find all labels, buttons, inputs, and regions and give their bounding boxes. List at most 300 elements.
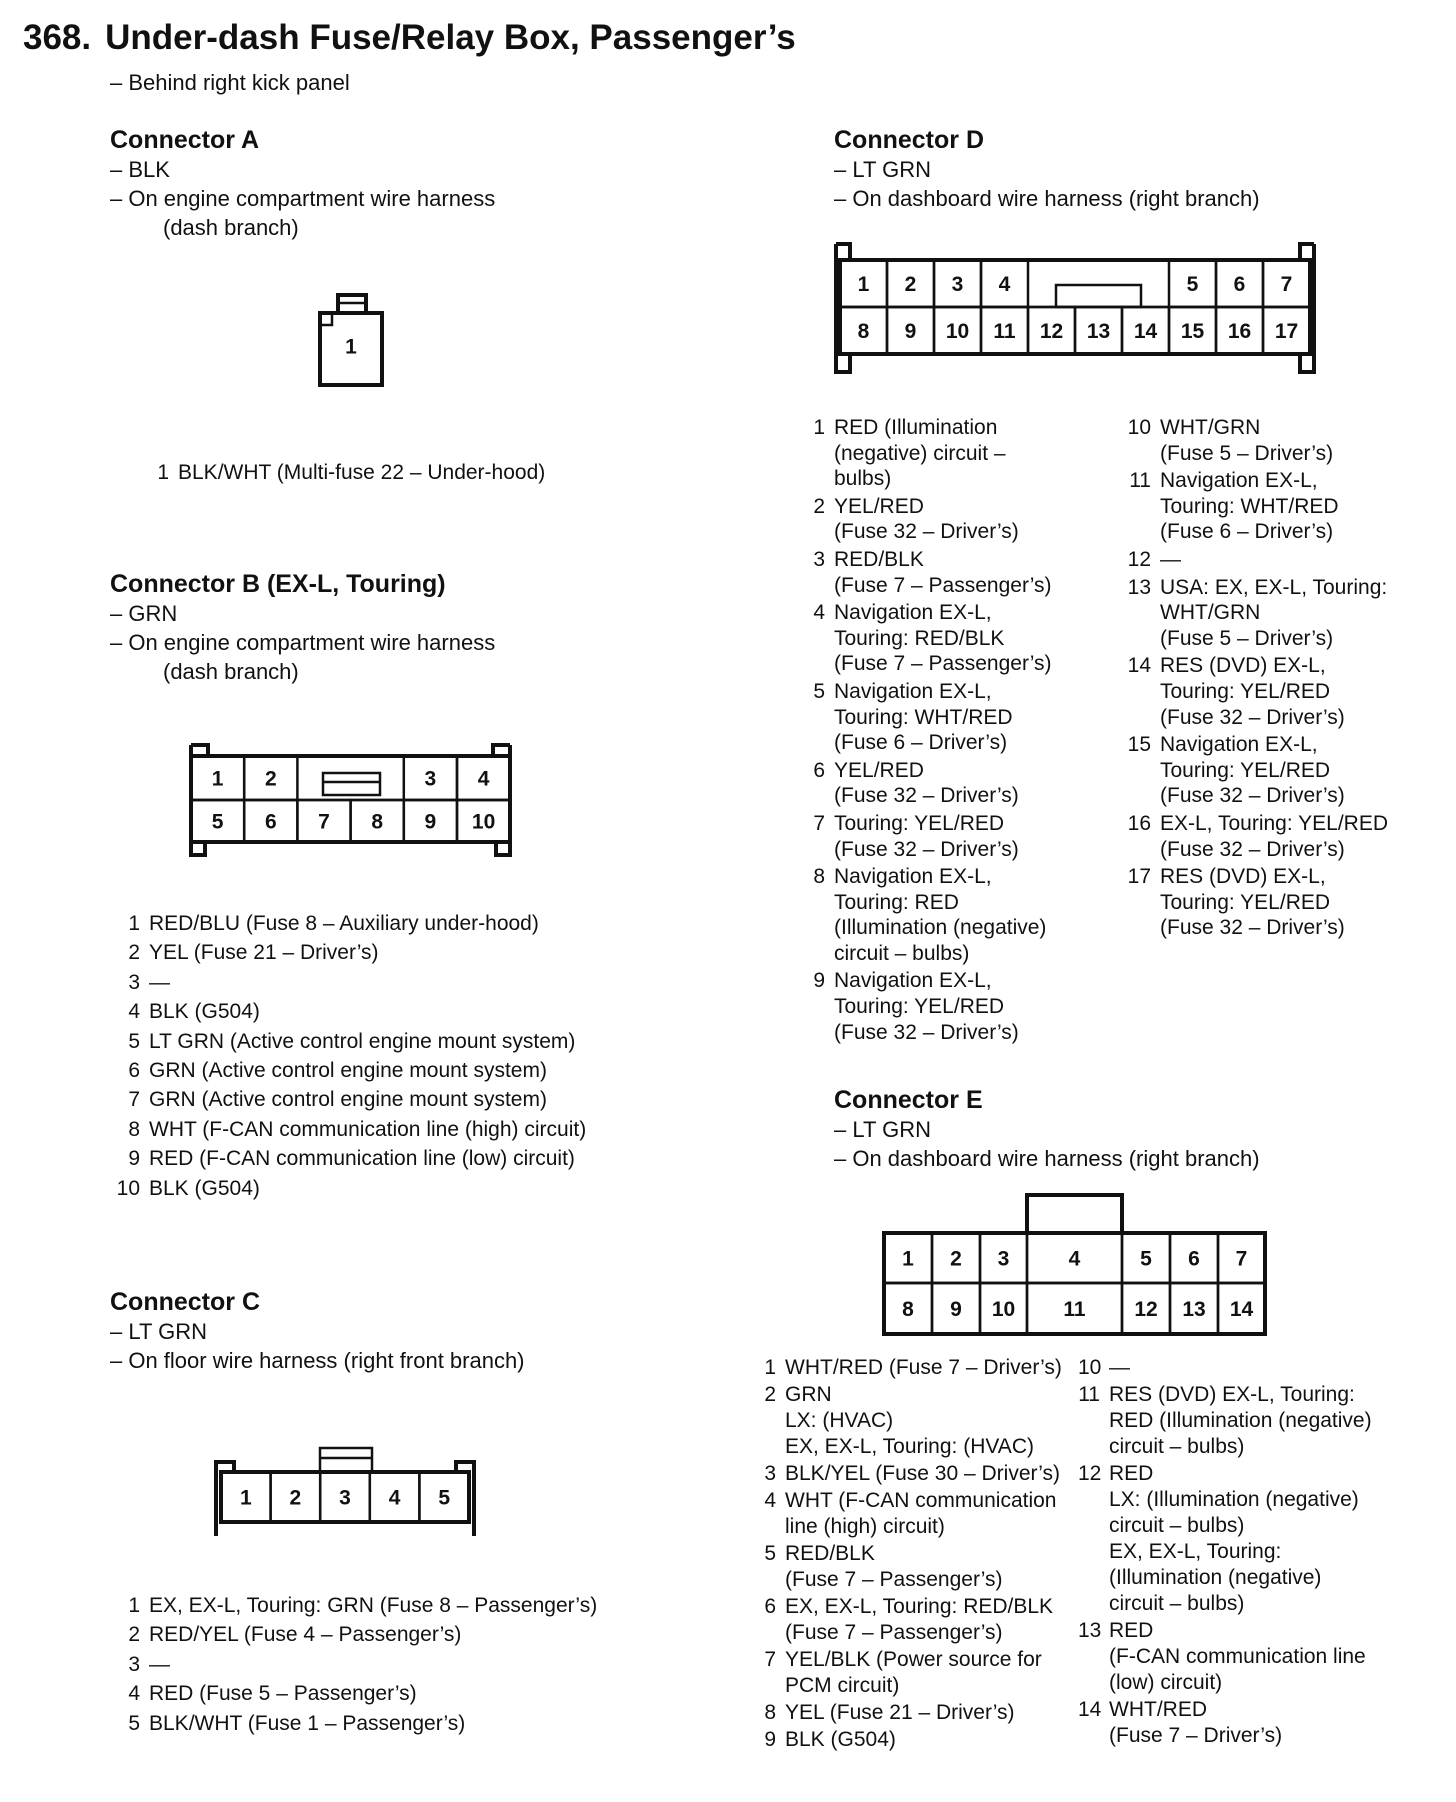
- pin-description: [1151, 547, 1181, 573]
- description-line: (Fuse 32 – Driver’s): [1160, 705, 1345, 729]
- description-line: Touring: RED: [834, 890, 959, 914]
- pin-description: [776, 1727, 896, 1753]
- pin-number: 17: [1127, 865, 1151, 889]
- pin-number: 11: [1078, 1383, 1100, 1406]
- pin-number: 10: [1127, 416, 1151, 439]
- description-line: LT GRN (Active control engine mount system): [149, 1029, 576, 1053]
- description-line: circuit – bulbs): [1109, 1514, 1245, 1537]
- pin-number: 3: [128, 970, 140, 994]
- pin-entry: [112, 1591, 597, 1620]
- pin-entry: [112, 1174, 586, 1203]
- description-line: RES (DVD) EX-L,: [1160, 865, 1326, 889]
- description-line: (Fuse 7 – Passenger’s): [834, 573, 1052, 597]
- description-line: BLK (G504): [149, 1000, 260, 1024]
- pin-number: 3: [764, 1462, 776, 1485]
- connector-c-diagram: [216, 1448, 474, 1536]
- pin-label: 4: [477, 767, 490, 791]
- pin-label: 5: [1140, 1247, 1152, 1271]
- description-line: USA: EX, EX-L, Touring:: [1160, 575, 1388, 599]
- description-line: YEL/RED: [834, 758, 924, 782]
- description-line: RED/YEL (Fuse 4 – Passenger’s): [149, 1623, 462, 1647]
- description-line: Navigation EX-L,: [834, 969, 992, 993]
- description-line: (Fuse 32 – Driver’s): [834, 837, 1019, 861]
- pin-entry: [141, 458, 545, 487]
- description-line: (Fuse 32 – Driver’s): [1160, 784, 1345, 808]
- description-line: BLK (G504): [785, 1728, 896, 1751]
- pin-number: 10: [116, 1176, 140, 1200]
- pin-entry: [762, 1727, 1062, 1753]
- description-line: RED (Illumination (negative): [1109, 1409, 1372, 1432]
- pin-label: 1: [902, 1247, 914, 1271]
- pin-entry: [112, 1085, 586, 1114]
- title-text: Under-dash Fuse/Relay Box, Passenger’s: [105, 18, 796, 57]
- description-line: YEL (Fuse 21 – Driver’s): [149, 941, 379, 965]
- pin-label: 2: [904, 273, 917, 296]
- description-line: Touring: YEL/RED: [1160, 890, 1331, 914]
- pin-number: 7: [764, 1648, 776, 1671]
- pin-label: 6: [264, 810, 277, 834]
- pin-number: 1: [813, 416, 825, 439]
- description-line: —: [149, 1652, 170, 1676]
- pin-label: 7: [1280, 273, 1293, 296]
- pin-number: 2: [128, 941, 140, 965]
- pin-entry: [1125, 811, 1388, 862]
- connector-d-info: [834, 126, 1260, 213]
- pin-number: 13: [1127, 575, 1151, 599]
- pin-entry: [762, 1647, 1062, 1699]
- pin-number: 8: [764, 1701, 776, 1724]
- pin-label: 14: [1133, 320, 1158, 343]
- pin-number: 9: [128, 1147, 140, 1171]
- pin-entry: [1078, 1618, 1372, 1696]
- pin-number: 7: [813, 811, 825, 835]
- pin-description: [140, 1115, 586, 1144]
- pin-label: 1: [239, 1486, 252, 1510]
- pin-entry: [112, 909, 586, 938]
- pin-description: [1100, 1461, 1359, 1617]
- pin-number: 1: [764, 1356, 776, 1379]
- description-line: circuit – bulbs): [1109, 1592, 1245, 1615]
- pin-entry: [762, 1382, 1062, 1460]
- pin-number: 12: [1078, 1462, 1102, 1485]
- pin-entry: [112, 1620, 597, 1649]
- pin-number: 9: [813, 969, 825, 993]
- description-line: WHT (F-CAN communication: [785, 1489, 1057, 1512]
- pin-description: [776, 1488, 1056, 1540]
- pin-description: [1151, 575, 1387, 652]
- description-line: RES (DVD) EX-L, Touring:: [1109, 1383, 1355, 1406]
- description-line: (Illumination (negative): [834, 916, 1047, 940]
- pin-number: 2: [764, 1383, 776, 1406]
- pin-label: 7: [318, 810, 330, 834]
- description-line: circuit – bulbs): [1109, 1435, 1245, 1458]
- description-line: RED/BLK: [785, 1542, 875, 1565]
- pin-description: [825, 864, 1046, 966]
- pin-description: [825, 679, 1013, 756]
- pin-description: [140, 1591, 597, 1620]
- pin-description: [1100, 1382, 1372, 1460]
- description-line: (negative) circuit –: [834, 441, 1006, 465]
- description-line: (Fuse 7 – Passenger’s): [785, 1621, 1003, 1644]
- connector-d-pin-list-right: [1125, 415, 1388, 943]
- pin-number: 4: [813, 601, 825, 625]
- pin-entry: [762, 1594, 1062, 1646]
- description-line: (Fuse 32 – Driver’s): [1160, 837, 1345, 861]
- pin-description: [776, 1594, 1053, 1646]
- pin-number: 6: [128, 1059, 140, 1083]
- pin-number: 1: [157, 461, 169, 484]
- pin-description: [140, 938, 379, 967]
- pin-label: 5: [1186, 273, 1199, 296]
- pin-description: [1151, 468, 1339, 545]
- connector-b-harness: – On engine compartment wire harness: [110, 630, 496, 655]
- connector-d-harness: – On dashboard wire harness (right branch): [834, 186, 1260, 211]
- pin-label: 5: [438, 1486, 451, 1510]
- pin-description: [169, 458, 545, 487]
- description-line: (Fuse 6 – Driver’s): [1160, 520, 1334, 544]
- pin-number: 2: [128, 1623, 140, 1647]
- pin-entry: [1125, 415, 1388, 466]
- pin-label: 4: [998, 273, 1011, 296]
- description-line: Touring: WHT/RED: [1160, 494, 1339, 518]
- pin-number: 3: [813, 547, 825, 571]
- pin-label: 10: [991, 1298, 1016, 1321]
- pin-description: [140, 1144, 575, 1173]
- description-line: EX, EX-L, Touring: (HVAC): [785, 1435, 1034, 1458]
- pin-entry: [811, 758, 1052, 809]
- connector-e-pin-list-right: [1078, 1355, 1372, 1750]
- pin-number: 13: [1078, 1619, 1102, 1642]
- section-number: 368.: [23, 18, 92, 57]
- description-line: (Fuse 5 – Driver’s): [1160, 626, 1334, 650]
- connector-c-info: [110, 1288, 525, 1375]
- description-line: —: [149, 970, 170, 994]
- description-line: (Illumination (negative): [1109, 1566, 1322, 1589]
- description-line: EX, EX-L, Touring: RED/BLK: [785, 1595, 1054, 1618]
- pin-entry: [811, 864, 1052, 966]
- description-line: Navigation EX-L,: [1160, 733, 1318, 757]
- description-line: (Fuse 6 – Driver’s): [834, 731, 1008, 755]
- pin-label: 1: [211, 767, 224, 791]
- pin-entry: [1078, 1382, 1372, 1460]
- pin-entry: [1078, 1697, 1372, 1749]
- description-line: Touring: YEL/RED: [834, 995, 1005, 1019]
- description-line: (Fuse 7 – Passenger’s): [834, 652, 1052, 676]
- pin-description: [1151, 732, 1345, 809]
- description-line: Touring: YEL/RED: [834, 811, 1005, 835]
- description-line: (Fuse 32 – Driver’s): [834, 520, 1019, 544]
- description-line: RES (DVD) EX-L,: [1160, 654, 1326, 678]
- description-line: circuit – bulbs): [834, 941, 970, 965]
- pin-number: 4: [764, 1489, 776, 1512]
- pin-description: [140, 1085, 547, 1114]
- pin-entry: [112, 1115, 586, 1144]
- connector-c-color: – LT GRN: [110, 1319, 207, 1344]
- pin-number: 5: [813, 679, 825, 703]
- pin-label: 2: [264, 767, 277, 791]
- pin-description: [140, 1056, 547, 1085]
- pin-description: [776, 1355, 1062, 1381]
- description-line: (Fuse 32 – Driver’s): [834, 784, 1019, 808]
- description-line: WHT/GRN: [1160, 601, 1261, 625]
- pin-entry: [1078, 1355, 1372, 1381]
- connector-e-color: – LT GRN: [834, 1117, 931, 1142]
- pin-description: [1100, 1618, 1366, 1696]
- pin-description: [776, 1647, 1042, 1699]
- pin-description: [140, 1650, 170, 1679]
- pin-number: 7: [128, 1088, 140, 1112]
- pin-entry: [112, 1679, 597, 1708]
- pin-entry: [811, 811, 1052, 862]
- pin-label: 6: [1233, 273, 1246, 296]
- pin-description: [140, 909, 539, 938]
- pin-entry: [811, 968, 1052, 1045]
- connector-e-heading: Connector E: [834, 1086, 983, 1114]
- pin-label: 13: [1086, 320, 1111, 343]
- pin-label: 8: [857, 320, 870, 343]
- description-line: BLK (G504): [149, 1176, 260, 1200]
- pin-number: 6: [813, 758, 825, 782]
- pin-label: 17: [1274, 320, 1299, 343]
- pin-description: [1151, 653, 1345, 730]
- pin-entry: [112, 1144, 586, 1173]
- pin-number: 1: [128, 912, 140, 935]
- pin-description: [140, 1679, 417, 1708]
- pin-entry: [811, 679, 1052, 756]
- pin-label: 2: [950, 1247, 962, 1271]
- connector-d-color: – LT GRN: [834, 157, 931, 182]
- pin-entry: [762, 1461, 1062, 1487]
- description-line: line (high) circuit): [785, 1515, 945, 1538]
- pin-label: 1: [857, 273, 870, 296]
- pin-label: 10: [471, 810, 496, 834]
- connector-e-harness: – On dashboard wire harness (right branch): [834, 1146, 1260, 1171]
- description-line: Navigation EX-L,: [1160, 469, 1318, 493]
- description-line: (low) circuit): [1109, 1671, 1223, 1694]
- description-line: RED/BLK: [834, 547, 924, 571]
- connector-a-heading: Connector A: [110, 126, 260, 154]
- description-line: PCM circuit): [785, 1674, 900, 1697]
- description-line: RED: [1109, 1462, 1154, 1485]
- pin-label: 9: [950, 1298, 962, 1321]
- pin-number: 14: [1078, 1698, 1102, 1721]
- pin-entry: [1125, 468, 1388, 545]
- description-line: Navigation EX-L,: [834, 679, 992, 703]
- pin-entry: [112, 1027, 586, 1056]
- pin-number: 8: [128, 1117, 140, 1141]
- description-line: WHT/RED (Fuse 7 – Driver’s): [785, 1356, 1062, 1379]
- description-line: WHT/RED: [1109, 1698, 1207, 1721]
- connector-c-heading: Connector C: [110, 1288, 260, 1316]
- pin-label: 12: [1039, 320, 1064, 343]
- description-line: LX: (HVAC): [785, 1409, 894, 1432]
- pin-entry: [811, 415, 1052, 492]
- pin-entry: [811, 547, 1052, 598]
- pin-description: [140, 1027, 575, 1056]
- pin-label: 4: [1068, 1247, 1081, 1271]
- pin-description: [776, 1541, 1003, 1593]
- connector-b-pin-list: [112, 909, 586, 1203]
- pin-number: 16: [1127, 811, 1151, 835]
- description-line: BLK/WHT (Multi-fuse 22 – Under-hood): [178, 461, 546, 484]
- description-line: —: [1160, 547, 1181, 571]
- description-line: Touring: YEL/RED: [1160, 679, 1331, 703]
- pin-label: 4: [388, 1486, 401, 1510]
- description-line: EX, EX-L, Touring:: [1109, 1540, 1282, 1563]
- pin-description: [825, 547, 1052, 598]
- description-line: Touring: WHT/RED: [834, 705, 1013, 729]
- description-line: Navigation EX-L,: [834, 865, 992, 889]
- pin-entry: [112, 968, 586, 997]
- description-line: YEL/RED: [834, 494, 924, 518]
- pin-number: 1: [128, 1594, 140, 1617]
- description-line: YEL (Fuse 21 – Driver’s): [785, 1701, 1015, 1724]
- description-line: RED: [1109, 1619, 1154, 1642]
- connector-e-diagram: [884, 1195, 1265, 1334]
- pin-label: 14: [1229, 1298, 1254, 1321]
- pin-entry: [811, 600, 1052, 677]
- description-line: Touring: YEL/RED: [1160, 758, 1331, 782]
- pin-number: 8: [813, 865, 825, 889]
- pin-entry: [762, 1700, 1062, 1726]
- pin-number: 12: [1127, 547, 1151, 571]
- pin-label: 16: [1227, 320, 1252, 343]
- description-line: EX, EX-L, Touring: GRN (Fuse 8 – Passenger’s): [149, 1594, 598, 1617]
- pin-entry: [1125, 864, 1388, 941]
- description-line: WHT (F-CAN communication line (high) circuit): [149, 1117, 587, 1141]
- connector-b-heading: Connector B (EX-L, Touring): [110, 570, 446, 598]
- pin-label: 11: [993, 320, 1016, 343]
- connector-d-heading: Connector D: [834, 126, 984, 154]
- pin-label: 8: [371, 810, 384, 834]
- pin-entry: [1125, 653, 1388, 730]
- pin-number: 4: [128, 1682, 140, 1706]
- pin-entry: [1125, 732, 1388, 809]
- connector-e-info: [834, 1086, 1260, 1173]
- description-line: LX: (Illumination (negative): [1109, 1488, 1359, 1511]
- description-line: YEL/BLK (Power source for: [785, 1648, 1042, 1671]
- pin-description: [825, 758, 1019, 809]
- description-line: GRN: [785, 1383, 832, 1406]
- pin-label: 11: [1063, 1298, 1086, 1321]
- pin-label: 9: [904, 320, 917, 343]
- pin-description: [140, 997, 260, 1026]
- pin-entry: [112, 1650, 597, 1679]
- pin-label: 2: [289, 1486, 302, 1510]
- description-line: (Fuse 5 – Driver’s): [1160, 441, 1334, 465]
- pin-description: [140, 1620, 461, 1649]
- pin-description: [776, 1382, 1034, 1460]
- connector-b-color: – GRN: [110, 601, 178, 626]
- pin-description: [1151, 811, 1388, 862]
- connector-a-pin-list: [141, 458, 545, 487]
- description-line: RED (Illumination: [834, 416, 998, 439]
- pin-description: [140, 968, 170, 997]
- pin-label: 9: [424, 810, 437, 834]
- connector-d-pin-list-left: [811, 415, 1052, 1047]
- pin-description: [140, 1709, 465, 1738]
- connector-d-diagram: [836, 244, 1314, 372]
- pin-label: 12: [1134, 1298, 1158, 1321]
- connector-b-branch: (dash branch): [163, 659, 299, 684]
- pin-description: [140, 1174, 260, 1203]
- pin-description: [825, 811, 1019, 862]
- pin-number: 9: [764, 1728, 776, 1751]
- pin-label: 15: [1180, 320, 1205, 343]
- description-line: EX-L, Touring: YEL/RED: [1160, 811, 1389, 835]
- pin-number: 6: [764, 1595, 776, 1618]
- pin-entry: [112, 1056, 586, 1085]
- pin-description: [1100, 1697, 1282, 1749]
- connector-a-color: – BLK: [110, 157, 170, 182]
- description-line: BLK/WHT (Fuse 1 – Passenger’s): [149, 1711, 466, 1735]
- description-line: —: [1109, 1356, 1130, 1379]
- pin-label: 6: [1188, 1247, 1200, 1271]
- description-line: GRN (Active control engine mount system): [149, 1059, 547, 1083]
- pin-label: 3: [339, 1486, 351, 1510]
- description-line: (F-CAN communication line: [1109, 1645, 1366, 1668]
- description-line: (Fuse 32 – Driver’s): [834, 1020, 1019, 1044]
- description-line: (Fuse 32 – Driver’s): [1160, 916, 1345, 940]
- description-line: RED (Fuse 5 – Passenger’s): [149, 1682, 417, 1706]
- location-note: – Behind right kick panel: [110, 70, 350, 95]
- pin-entry: [762, 1488, 1062, 1540]
- description-line: RED/BLU (Fuse 8 – Auxiliary under-hood): [149, 912, 539, 935]
- description-line: RED (F-CAN communication line (low) circuit): [149, 1147, 575, 1171]
- connector-e-pin-list-left: [762, 1355, 1062, 1754]
- description-line: Navigation EX-L,: [834, 601, 992, 625]
- pin-label: 7: [1235, 1247, 1248, 1271]
- pin-number: 2: [813, 494, 825, 518]
- pin-description: [1151, 415, 1333, 466]
- pin-entry: [762, 1541, 1062, 1593]
- pin-entry: [112, 997, 586, 1026]
- pin-label: 1: [345, 335, 357, 359]
- pin-entry: [1078, 1461, 1372, 1617]
- connector-a-branch: (dash branch): [163, 215, 299, 240]
- connector-c-harness: – On floor wire harness (right front branch): [110, 1348, 525, 1373]
- pin-number: 4: [128, 1000, 140, 1024]
- pin-number: 15: [1127, 733, 1151, 757]
- pin-entry: [762, 1355, 1062, 1381]
- pin-number: 3: [128, 1652, 140, 1676]
- description-line: GRN (Active control engine mount system): [149, 1088, 547, 1112]
- pin-label: 3: [424, 767, 437, 791]
- pin-description: [1151, 864, 1345, 941]
- connector-a-harness: – On engine compartment wire harness: [110, 186, 496, 211]
- connector-a-diagram: [320, 295, 382, 385]
- pin-description: [825, 600, 1052, 677]
- connector-b-info: [110, 570, 495, 686]
- pin-description: [776, 1461, 1060, 1487]
- description-line: WHT/GRN: [1160, 416, 1261, 439]
- pin-description: [776, 1700, 1015, 1726]
- pin-label: 13: [1182, 1298, 1206, 1321]
- pin-entry: [112, 938, 586, 967]
- pin-description: [825, 415, 1006, 492]
- pin-entry: [1125, 575, 1388, 652]
- pin-entry: [811, 494, 1052, 545]
- pin-label: 8: [902, 1298, 914, 1321]
- description-line: BLK/YEL (Fuse 30 – Driver’s): [785, 1462, 1061, 1485]
- connector-c-pin-list: [112, 1591, 597, 1738]
- connector-b-diagram: [191, 745, 510, 855]
- description-line: (Fuse 7 – Driver’s): [1109, 1724, 1283, 1747]
- pin-description: [1100, 1355, 1130, 1381]
- pin-number: 5: [128, 1711, 140, 1735]
- pin-number: 10: [1078, 1356, 1102, 1379]
- pin-label: 3: [997, 1247, 1010, 1271]
